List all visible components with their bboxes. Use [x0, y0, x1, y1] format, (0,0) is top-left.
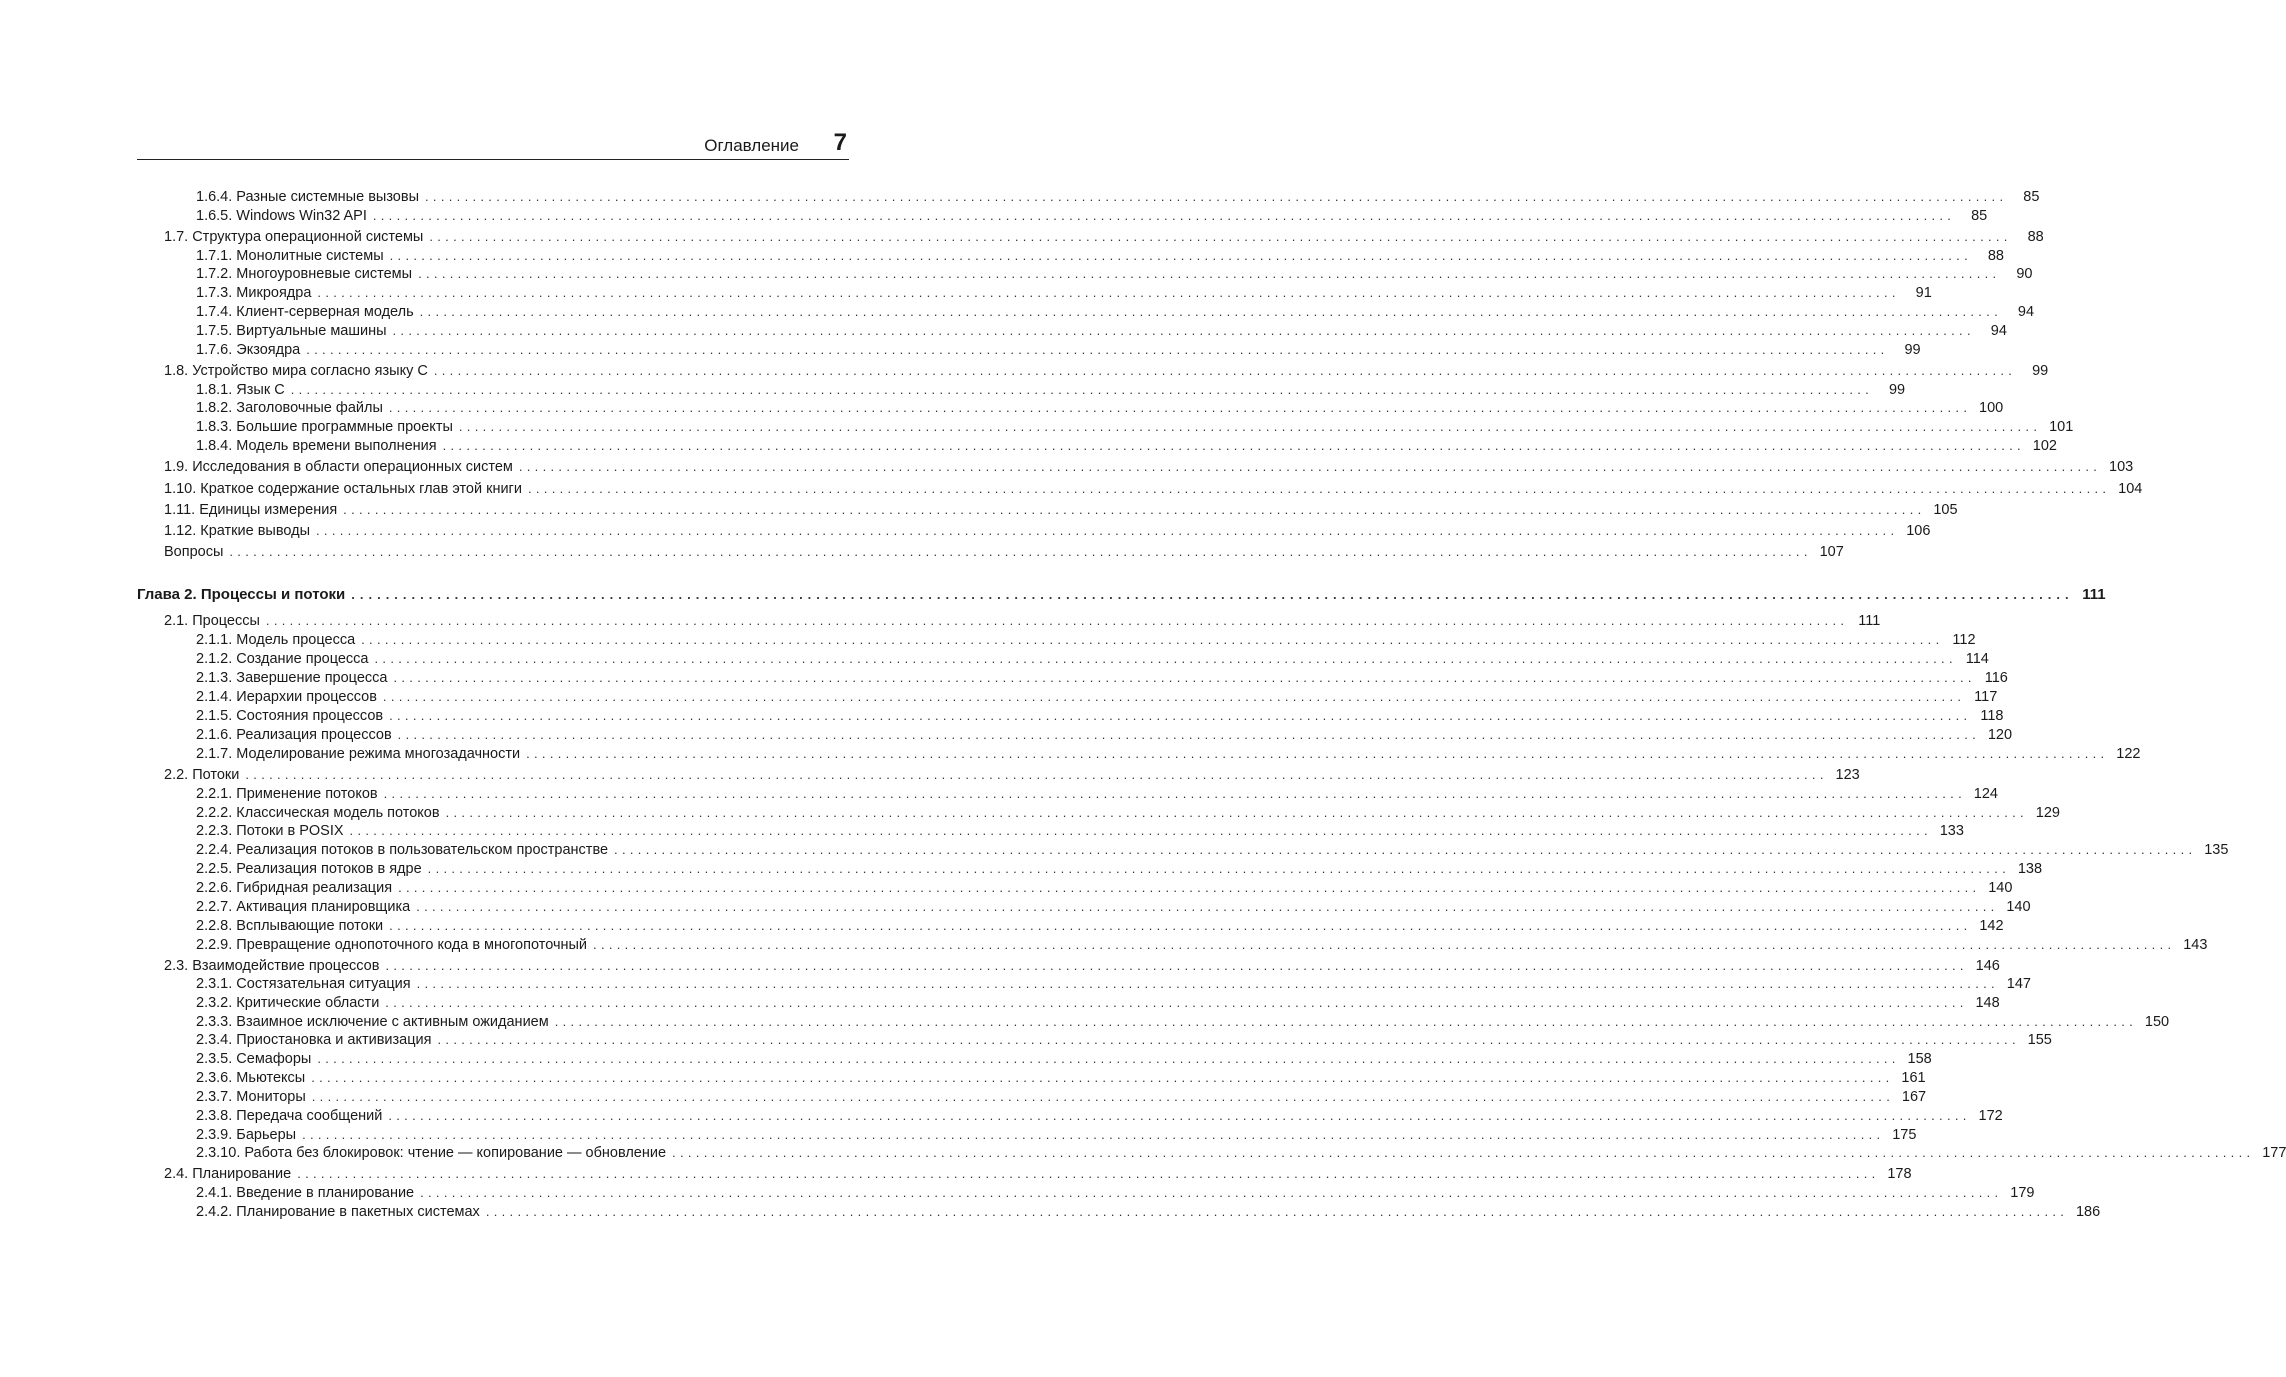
- dot-leader: ........................................................................................................................................................................................................: [614, 842, 2197, 857]
- dot-leader: ........................................................................................................................................................................................................: [526, 746, 2109, 761]
- toc-entry-page: 107: [1819, 544, 1844, 560]
- toc-entry-page: 103: [2109, 459, 2134, 475]
- toc-entry[interactable]: [196, 994, 2000, 1012]
- dot-leader: ........................................................................................................................................................................................................: [229, 544, 1812, 559]
- toc-entry-title: 2.1.2. Создание процесса: [196, 651, 369, 667]
- toc-entry[interactable]: [196, 322, 2007, 340]
- dot-leader: ........................................................................................................................................................................................................: [425, 189, 2008, 204]
- toc-entry[interactable]: [196, 785, 1998, 803]
- dot-leader: ........................................................................................................................................................................................................: [485, 1204, 2069, 1219]
- toc-entry-title: 2.3.2. Критические области: [196, 995, 380, 1011]
- toc-entry[interactable]: [196, 284, 1932, 302]
- toc-entry-page: 142: [1979, 918, 2004, 934]
- toc-entry[interactable]: [196, 975, 2031, 993]
- dot-leader: ........................................................................................................................................................................................................: [265, 613, 1849, 628]
- dot-leader: ........................................................................................................................................................................................................: [419, 304, 2003, 319]
- toc-entry-page: 104: [2118, 481, 2143, 497]
- toc-entry-page: 102: [2032, 438, 2057, 454]
- toc-entry-page: 148: [1975, 995, 2000, 1011]
- dot-leader: ........................................................................................................................................................................................................: [458, 419, 2042, 434]
- toc-entry-page: 94: [2017, 304, 2035, 320]
- toc-entry-title: 2.1.3. Завершение процесса: [196, 670, 388, 686]
- toc-entry-title: 2.1. Процессы: [164, 613, 260, 629]
- toc-entry[interactable]: [164, 480, 2143, 498]
- toc-entry[interactable]: [196, 860, 2043, 878]
- toc-entry-page: 94: [1990, 323, 2007, 339]
- toc-entry[interactable]: [164, 543, 1844, 561]
- dot-leader: ........................................................................................................................................................................................................: [385, 958, 1968, 973]
- toc-entry-page: 124: [1973, 786, 1998, 802]
- dot-leader: ........................................................................................................................................................................................................: [351, 587, 2074, 602]
- toc-entry-page: 155: [2027, 1032, 2052, 1048]
- toc-entry[interactable]: [196, 188, 2040, 206]
- toc-entry[interactable]: [196, 1107, 2003, 1125]
- toc-entry[interactable]: [196, 631, 1976, 649]
- toc-entry[interactable]: [164, 1165, 1912, 1183]
- toc-entry[interactable]: [196, 917, 2004, 935]
- toc-entry-page: 150: [2144, 1014, 2170, 1030]
- dot-leader: ........................................................................................................................................................................................................: [389, 918, 1972, 933]
- dot-leader: ........................................................................................................................................................................................................: [527, 481, 2111, 496]
- toc-entry-title: 1.7.6. Экзоядра: [196, 342, 301, 358]
- toc-entry[interactable]: [196, 341, 1921, 359]
- dot-leader: ........................................................................................................................................................................................................: [311, 1070, 1894, 1085]
- toc-entry-title: 2.3.7. Мониторы: [196, 1089, 306, 1105]
- toc-entry-title: 2.1.4. Иерархии процессов: [196, 689, 377, 705]
- dot-leader: ........................................................................................................................................................................................................: [418, 266, 2001, 281]
- toc-entry[interactable]: [196, 1203, 2101, 1221]
- dot-leader: ........................................................................................................................................................................................................: [392, 323, 1975, 338]
- toc-entry[interactable]: [196, 669, 2008, 687]
- toc-entry[interactable]: [196, 437, 2057, 455]
- toc-entry[interactable]: [164, 522, 1931, 540]
- toc-entry-page: 186: [2075, 1204, 2101, 1220]
- dot-leader: ........................................................................................................................................................................................................: [297, 1166, 1880, 1181]
- toc-chapter-title: Глава 2. Процессы и потоки: [137, 586, 346, 603]
- toc-entry[interactable]: [196, 399, 2004, 417]
- toc-entry-title: 2.3.10. Работа без блокировок: чтение — копирование — обновление: [196, 1145, 667, 1161]
- toc-entry-page: 99: [2032, 363, 2049, 379]
- toc-entry-page: 158: [1907, 1051, 1932, 1067]
- dot-leader: ........................................................................................................................................................................................................: [316, 523, 1899, 538]
- toc-entry-title: 2.3. Взаимодействие процессов: [164, 958, 380, 974]
- dot-leader: ........................................................................................................................................................................................................: [382, 689, 1966, 704]
- toc-entry-title: 2.3.8. Передача сообщений: [196, 1108, 383, 1124]
- toc-entry-title: 1.6.5. Windows Win32 API: [196, 208, 367, 224]
- toc-entry[interactable]: [164, 612, 1881, 630]
- toc-entry-page: 179: [2010, 1185, 2035, 1201]
- toc-entry-page: 140: [2006, 899, 2031, 915]
- dot-leader: ........................................................................................................................................................................................................: [427, 861, 2011, 876]
- toc-entry-page: 111: [1858, 613, 1881, 629]
- toc-entry-page: 116: [1984, 670, 2008, 686]
- toc-entry-title: 2.2.6. Гибридная реализация: [196, 880, 393, 896]
- toc-entry-title: 1.8.4. Модель времени выполнения: [196, 438, 437, 454]
- toc-entry-page: 88: [2027, 229, 2044, 245]
- toc-entry-title: 2.3.6. Мьютексы: [196, 1070, 306, 1086]
- toc-entry-page: 112: [1952, 632, 1976, 648]
- dot-leader: ........................................................................................................................................................................................................: [672, 1145, 2255, 1160]
- toc-entry-page: 111: [2082, 586, 2106, 603]
- dot-leader: ........................................................................................................................................................................................................: [306, 342, 1889, 357]
- dot-leader: ........................................................................................................................................................................................................: [518, 459, 2102, 474]
- toc-entry-title: 2.2.3. Потоки в POSIX: [196, 823, 344, 839]
- toc-entry-title: 2.1.1. Модель процесса: [196, 632, 356, 648]
- dot-leader: ........................................................................................................................................................................................................: [397, 727, 1981, 742]
- dot-leader: ........................................................................................................................................................................................................: [372, 208, 1956, 223]
- toc-entry-title: 2.1.5. Состояния процессов: [196, 708, 384, 724]
- toc-entry[interactable]: [164, 957, 2000, 975]
- toc-entry-page: 167: [1901, 1089, 1927, 1105]
- dot-leader: ........................................................................................................................................................................................................: [593, 937, 2176, 952]
- toc-entry-title: 2.2.9. Превращение однопоточного кода в многопоточный: [196, 937, 588, 953]
- toc-entry[interactable]: [164, 362, 2049, 380]
- toc-entry-title: 2.2.5. Реализация потоков в ядре: [196, 861, 422, 877]
- dot-leader: ........................................................................................................................................................................................................: [389, 248, 1972, 263]
- toc-chapter-entry[interactable]: [137, 586, 2106, 604]
- dot-leader: ........................................................................................................................................................................................................: [433, 363, 2017, 378]
- toc-entry-title: 2.2.4. Реализация потоков в пользовательском пространстве: [196, 842, 609, 858]
- dot-leader: ........................................................................................................................................................................................................: [420, 1185, 2003, 1200]
- page-number: 7: [833, 129, 847, 156]
- toc-entry-page: 135: [2204, 842, 2229, 858]
- dot-leader: ........................................................................................................................................................................................................: [349, 823, 1932, 838]
- dot-leader: ........................................................................................................................................................................................................: [245, 767, 1828, 782]
- toc-entry-title: 1.7.2. Многоуровневые системы: [196, 266, 413, 282]
- toc-entry-title: 1.7.4. Клиент-серверная модель: [196, 304, 414, 320]
- dot-leader: ........................................................................................................................................................................................................: [343, 502, 1926, 517]
- toc-entry-title: 2.4.2. Планирование в пакетных системах: [196, 1204, 480, 1220]
- toc-entry[interactable]: [196, 1013, 2170, 1031]
- toc-entry-title: 2.3.5. Семафоры: [196, 1051, 312, 1067]
- dot-leader: ........................................................................................................................................................................................................: [374, 651, 1957, 666]
- toc-entry-page: 101: [2049, 419, 2074, 435]
- toc-entry-page: 85: [2023, 189, 2040, 205]
- toc-entry-title: 1.6.4. Разные системные вызовы: [196, 189, 420, 205]
- dot-leader: ........................................................................................................................................................................................................: [302, 1127, 1885, 1142]
- toc-entry-title: 1.7.3. Микроядра: [196, 285, 312, 301]
- toc-entry-page: 99: [1904, 342, 1921, 358]
- toc-entry[interactable]: [196, 688, 1998, 706]
- dot-leader: ........................................................................................................................................................................................................: [385, 995, 1968, 1010]
- toc-entry-title: 1.8. Устройство мира согласно языку C: [164, 363, 428, 379]
- toc-entry-page: 161: [1901, 1070, 1926, 1086]
- toc-entry-page: 105: [1933, 502, 1958, 518]
- toc-entry-title: 2.1.7. Моделирование режима многозадачности: [196, 746, 521, 762]
- dot-leader: ........................................................................................................................................................................................................: [388, 1108, 1971, 1123]
- toc-entry-page: 133: [1939, 823, 1964, 839]
- toc-entry-page: 147: [2006, 976, 2031, 992]
- toc-entry-title: 2.2.1. Применение потоков: [196, 786, 378, 802]
- toc-entry[interactable]: [196, 381, 1906, 399]
- toc-entry-title: 1.7.5. Виртуальные машины: [196, 323, 387, 339]
- dot-leader: ........................................................................................................................................................................................................: [429, 229, 2012, 244]
- toc-entry-page: 99: [1888, 382, 1906, 398]
- toc-entry-page: 90: [2016, 266, 2033, 282]
- toc-entry-title: 2.3.4. Приостановка и активизация: [196, 1032, 432, 1048]
- toc-entry-page: 85: [1971, 208, 1988, 224]
- toc-entry-title: 2.3.3. Взаимное исключение с активным ожиданием: [196, 1014, 549, 1030]
- toc-entry[interactable]: [196, 841, 2229, 859]
- dot-leader: ........................................................................................................................................................................................................: [445, 805, 2028, 820]
- toc-entry-title: 2.2.7. Активация планировщика: [196, 899, 411, 915]
- toc-entry-page: 172: [1978, 1108, 2003, 1124]
- toc-entry-title: 2.4. Планирование: [164, 1166, 292, 1182]
- toc-entry[interactable]: [196, 1088, 1927, 1106]
- toc-entry-title: 2.3.1. Состязательная ситуация: [196, 976, 411, 992]
- toc-entry-title: 1.7.1. Монолитные системы: [196, 248, 384, 264]
- toc-entry[interactable]: [196, 822, 1964, 840]
- toc-entry[interactable]: [196, 936, 2208, 954]
- toc-entry-title: 2.2.8. Всплывающие потоки: [196, 918, 384, 934]
- toc-entry-title: 1.7. Структура операционной системы: [164, 229, 424, 245]
- toc-entry-page: 106: [1906, 523, 1931, 539]
- toc-entry-page: 100: [1979, 400, 2004, 416]
- toc-entry[interactable]: [196, 745, 2141, 763]
- toc-entry-title: 2.3.9. Барьеры: [196, 1127, 297, 1143]
- toc-entry-page: 143: [2183, 937, 2208, 953]
- toc-entry-page: 122: [2116, 746, 2141, 762]
- toc-entry[interactable]: [196, 804, 2060, 822]
- toc-entry[interactable]: [196, 247, 2004, 265]
- dot-leader: ........................................................................................................................................................................................................: [361, 632, 1944, 647]
- toc-entry-page: 114: [1965, 651, 1989, 667]
- dot-leader: ........................................................................................................................................................................................................: [389, 708, 1972, 723]
- toc-entry[interactable]: [196, 707, 2004, 725]
- toc-entry[interactable]: [196, 879, 2013, 897]
- toc-entry-page: 88: [1987, 248, 2004, 264]
- toc-entry-title: 1.11. Единицы измерения: [164, 502, 338, 518]
- dot-leader: ........................................................................................................................................................................................................: [416, 899, 1999, 914]
- dot-leader: ........................................................................................................................................................................................................: [416, 976, 1999, 991]
- dot-leader: ........................................................................................................................................................................................................: [311, 1089, 1895, 1104]
- dot-leader: ........................................................................................................................................................................................................: [317, 285, 1900, 300]
- toc-entry[interactable]: [196, 418, 2074, 436]
- toc-entry-title: 1.10. Краткое содержание остальных глав этой книги: [164, 481, 522, 497]
- toc-entry-title: 1.12. Краткие выводы: [164, 523, 311, 539]
- toc-entry[interactable]: [164, 501, 1958, 519]
- dot-leader: ........................................................................................................................................................................................................: [398, 880, 1981, 895]
- toc-entry-page: 140: [1988, 880, 2013, 896]
- dot-leader: ........................................................................................................................................................................................................: [317, 1051, 1900, 1066]
- toc-entry[interactable]: [196, 898, 2031, 916]
- toc-entry-page: 123: [1835, 767, 1860, 783]
- toc-entry-title: 1.8.2. Заголовочные файлы: [196, 400, 383, 416]
- dot-leader: ........................................................................................................................................................................................................: [290, 382, 1874, 397]
- toc-entry-title: 2.2. Потоки: [164, 767, 240, 783]
- toc-entry[interactable]: [196, 726, 2013, 744]
- toc-entry-page: 117: [1974, 689, 1998, 705]
- toc-entry-title: Вопросы: [164, 544, 224, 560]
- dot-leader: ........................................................................................................................................................................................................: [383, 786, 1966, 801]
- toc-entry[interactable]: [196, 303, 2035, 321]
- toc-entry[interactable]: [196, 1069, 1926, 1087]
- dot-leader: ........................................................................................................................................................................................................: [388, 400, 1972, 415]
- toc-entry-title: 1.8.3. Большие программные проекты: [196, 419, 453, 435]
- toc-entry[interactable]: [196, 650, 1989, 668]
- toc-entry[interactable]: [196, 265, 2033, 283]
- dot-leader: ........................................................................................................................................................................................................: [437, 1032, 2020, 1047]
- toc-entry[interactable]: [196, 1144, 2286, 1162]
- toc-entry-title: 2.1.6. Реализация процессов: [196, 727, 392, 743]
- toc-entry[interactable]: [164, 228, 2044, 246]
- toc-entry-page: 129: [2035, 805, 2060, 821]
- toc-entry[interactable]: [196, 1050, 1932, 1068]
- toc-entry[interactable]: [164, 766, 1860, 784]
- dot-leader: ........................................................................................................................................................................................................: [393, 670, 1976, 685]
- toc-entry-page: 175: [1892, 1127, 1917, 1143]
- toc-entry-page: 146: [1975, 958, 2000, 974]
- toc-entry-page: 138: [2017, 861, 2043, 877]
- toc-entry[interactable]: [196, 207, 1988, 225]
- running-header-title: Оглавление: [704, 136, 799, 155]
- toc-entry-page: 178: [1887, 1166, 1912, 1182]
- toc-entry-title: 2.4.1. Введение в планирование: [196, 1185, 415, 1201]
- toc-entry-page: 91: [1915, 285, 1932, 301]
- toc-entry[interactable]: [164, 458, 2134, 476]
- toc-entry-title: 1.9. Исследования в области операционных систем: [164, 459, 513, 475]
- toc-entry[interactable]: [196, 1031, 2052, 1049]
- dot-leader: ........................................................................................................................................................................................................: [554, 1014, 2138, 1029]
- toc-entry[interactable]: [196, 1126, 1917, 1144]
- dot-leader: ........................................................................................................................................................................................................: [442, 438, 2025, 453]
- toc-entry-page: 120: [1987, 727, 2013, 743]
- toc-entry-page: 118: [1980, 708, 2004, 724]
- toc-entry-title: 1.8.1. Язык C: [196, 382, 285, 398]
- toc-entry-page: 177: [2262, 1145, 2286, 1161]
- toc-entry-title: 2.2.2. Классическая модель потоков: [196, 805, 440, 821]
- toc-entry[interactable]: [196, 1184, 2035, 1202]
